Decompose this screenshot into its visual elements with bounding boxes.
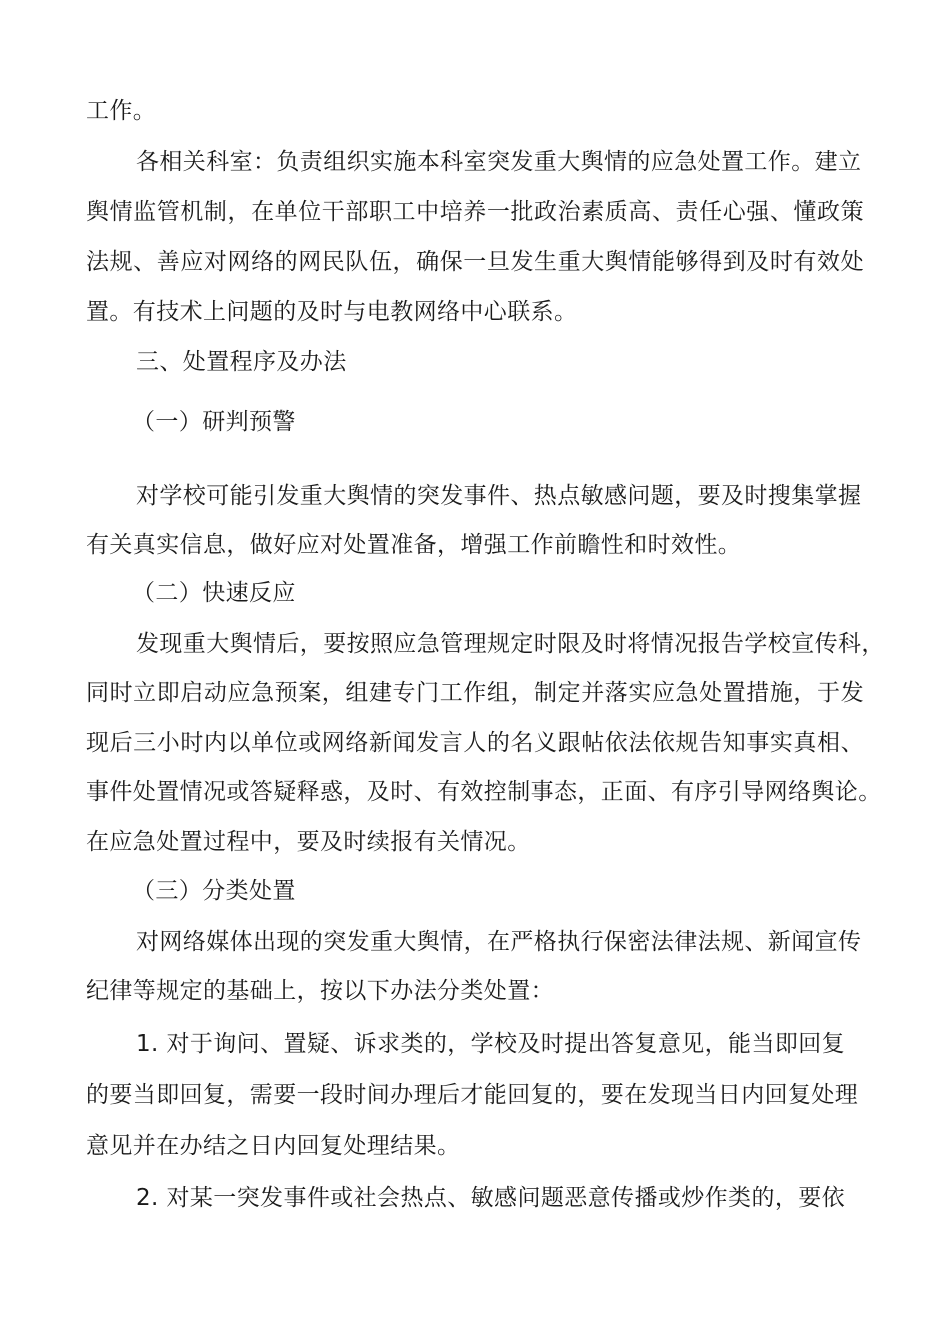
paragraph-warning-line-1: 对学校可能引发重大舆情的突发事件、热点敏感问题，要及时搜集掌握 — [136, 483, 862, 509]
section-heading-3: 三、处置程序及办法 — [136, 349, 347, 375]
paragraph-response-line-5: 在应急处置过程中，要及时续报有关情况。 — [86, 829, 531, 855]
subheading-1: （一）研判预警 — [132, 409, 296, 435]
subheading-2: （二）快速反应 — [132, 580, 296, 606]
paragraph-departments-line-2: 舆情监管机制，在单位干部职工中培养一批政治素质高、责任心强、懂政策 — [86, 199, 864, 225]
paragraph-classify-line-1: 对网络媒体出现的突发重大舆情，在严格执行保密法律法规、新闻宣传 — [136, 929, 862, 955]
paragraph-departments-line-1: 各相关科室：负责组织实施本科室突发重大舆情的应急处置工作。建立 — [136, 149, 862, 175]
list-item-1-line-1: 1. 对于询问、置疑、诉求类的，学校及时提出答复意见，能当即回复 — [136, 1031, 846, 1057]
paragraph-warning-line-2: 有关真实信息，做好应对处置准备，增强工作前瞻性和时效性。 — [86, 532, 742, 558]
paragraph-continuation-line: 工作。 — [86, 98, 157, 124]
paragraph-response-line-4: 事件处置情况或答疑释惑，及时、有效控制事态，正面、有序引导网络舆论。 — [86, 779, 882, 805]
list-item-2-line-1: 2. 对某一突发事件或社会热点、敏感问题恶意传播或炒作类的，要依 — [136, 1185, 846, 1211]
paragraph-departments-line-3: 法规、善应对网络的网民队伍，确保一旦发生重大舆情能够得到及时有效处 — [86, 249, 864, 275]
list-item-1-line-2: 的要当即回复，需要一段时间办理后才能回复的，要在发现当日内回复处理 — [86, 1082, 859, 1108]
paragraph-classify-line-2: 纪律等规定的基础上，按以下办法分类处置： — [86, 978, 554, 1004]
paragraph-departments-line-4: 置。有技术上问题的及时与电教网络中心联系。 — [86, 299, 578, 325]
subheading-3: （三）分类处置 — [132, 878, 296, 904]
paragraph-response-line-3: 现后三小时内以单位或网络新闻发言人的名义跟帖依法依规告知事实真相、 — [86, 730, 864, 756]
paragraph-response-line-1: 发现重大舆情后，要按照应急管理规定时限及时将情况报告学校宣传科， — [136, 631, 885, 657]
paragraph-response-line-2: 同时立即启动应急预案，组建专门工作组，制定并落实应急处置措施，于发 — [86, 680, 864, 706]
list-item-1-line-3: 意见并在办结之日内回复处理结果。 — [86, 1133, 461, 1159]
